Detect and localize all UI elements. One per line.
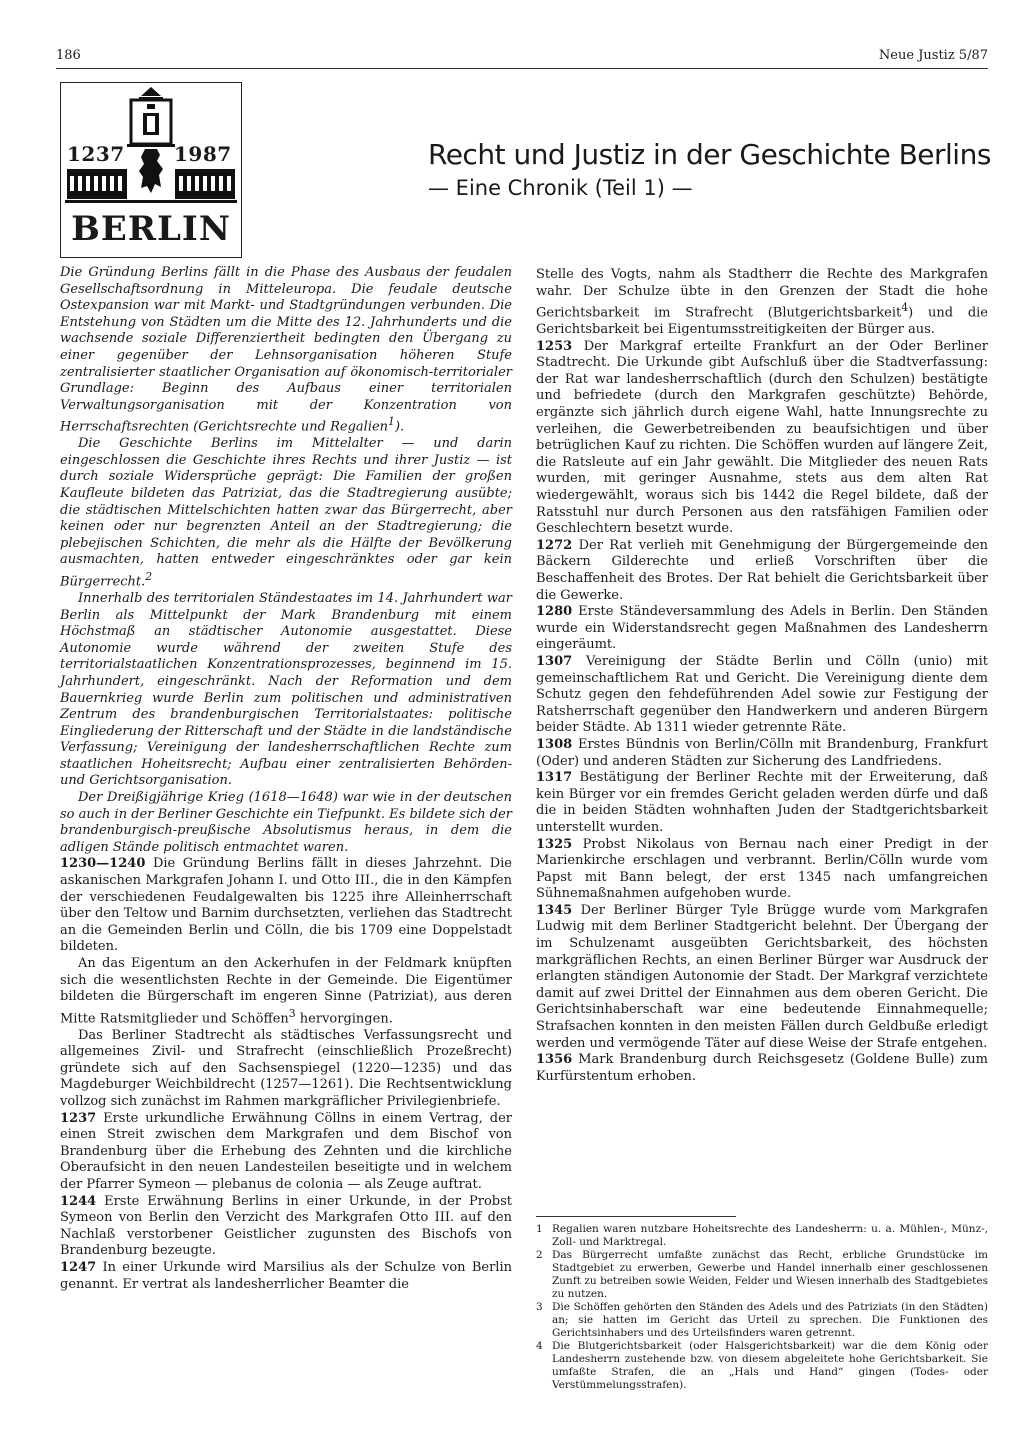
journal-issue: Neue Justiz 5/87 (878, 48, 988, 63)
entry-date: 1253 (536, 338, 573, 354)
chronicle-paragraph: Stelle des Vogts, nahm als Stadtherr die Rechte des Markgrafen wahr. Der Schulze übte in den Grenzen der Stadt die hohe Gerichtsbarkeit im Strafrecht (Blutgerichtsbarkeit$^4$) und die Gerichtsbarkeit bei Eigentumsstreitigkeiten der Bürger aus. (536, 267, 988, 338)
chronicle-entry: 1230—1240 Die Gründung Berlins fällt in dieses Jahrzehnt. Die askanischen Markgrafen Johann I. und Otto III., die in den Kämpfen der verschiedenen Feudalgewalten bis 1225 ihre Alleinherrschaft über den Teltow und Barnim durchsetzten, verliehen das Stadtrecht an die Gemeinden Berlin und Cölln, die bis 1709 eine Doppelstadt bildeten. (60, 856, 512, 955)
logo-year-start: 1237 (67, 142, 125, 166)
chronicle-entry: 1345 Der Berliner Bürger Tyle Brügge wurde vom Markgrafen Ludwig mit dem Berliner Stadtgericht belehnt. Der Übergang der im Schulzenamt ausgeübten Gerichtsbarkeit, des höchsten markgräflichen Rechts, an einen Berliner Bürger war Ausdruck der erlangten ständigen Autonomie der Stadt. Der Markgraf verzichtete damit auf zwei Drittel der Einnahmen aus dem oberen Gericht. Die Gerichtsinhaberschaft war eine bedeutende Einnahmequelle; Strafsachen konnten in den meisten Fällen durch Geldbuße erledigt werden und vermögende Täter auf diese Weise der Strafe entgehen. (536, 902, 988, 1051)
entry-date: 1237 (60, 1110, 97, 1126)
footnote: 2 Das Bürgerrecht umfaßte zunächst das Recht, erbliche Grundstücke im Stadtgebiet zu erwerben, Gewerbe und Handel innerhalb einer geschlossenen Zunft zu betreiben sowie Weiden, Felder und Wiesen innerhalb des Stadtgebietes zu nutzen. (536, 1249, 988, 1300)
footnote: 3 Die Schöffen gehörten den Ständen des Adels und des Patriziats (in den Städten) an; sie hatten im Gericht das Urteil zu sprechen. Die Funktionen des Gerichtsinhabers und des Urteilsfinders waren getrennt. (536, 1301, 988, 1339)
entry-date: 1307 (536, 653, 573, 669)
chronicle-entry: 1280 Erste Ständeversammlung des Adels in Berlin. Den Ständen wurde ein Widerstandsrecht gegen Maßnahmen des Landesherrn eingeräumt. (536, 604, 988, 653)
intro-paragraph: Die Geschichte Berlins im Mittelalter — und darin eingeschlossen die Geschichte ihres Rechts und ihrer Justiz — ist durch soziale Widersprüche geprägt: Die Familien der großen Kaufleute bildeten das Patriziat, das die Stadtregierung ausübte; die städtischen Mittelschichten hatten zwar das Bürgerrecht, aber keinen oder nur begrenzten Anteil an der Stadtregierung; die plebejischen Schichten, die mehr als die Hälfte der Bevölkerung ausmachten, hatten entweder eingeschränktes oder gar kein Bürgerrecht.$^2$ (60, 436, 512, 590)
page-header (56, 48, 988, 69)
right-column (536, 267, 988, 1085)
entry-date: 1317 (536, 770, 573, 786)
chronicle-entry: 1237 Erste urkundliche Erwähnung Cöllns in einem Vertrag, der einen Streit zwischen dem Markgrafen und dem Bischof von Brandenburg über die Erhebung des Zehnten und die kirchliche Oberaufsicht in den neuen Landesteilen beseitigte und in welchem der Pfarrer Symeon — plebanus de colonia — als Zeuge auftrat. (60, 1110, 512, 1193)
chronicle-entry: 1272 Der Rat verlieh mit Genehmigung der Bürgergemeinde den Bäckern Gilderechte und erließ Vorschriften über die Beschaffenheit des Brotes. Der Rat behielt die Gerichtsbarkeit über die Gewerke. (536, 537, 988, 603)
footnote-rule (536, 1216, 736, 1217)
entry-date: 1356 (536, 1052, 573, 1068)
article-title: Recht und Justiz in der Geschichte Berlins (428, 138, 991, 171)
entry-date: 1244 (60, 1193, 97, 1209)
chronicle-entry: 1247 In einer Urkunde wird Marsilius als der Schulze von Berlin genannt. Er vertrat als landesherrlicher Beamter die (60, 1260, 512, 1292)
chronicle-entry: 1325 Probst Nikolaus von Bernau nach einer Predigt in der Marienkirche erschlagen und verbrannt. Berlin/Cölln wurde vom Papst mit Bann belegt, der erst 1345 nach umfangreichen Sühnemaßnahmen aufgehoben wurde. (536, 836, 988, 902)
entry-date: 1272 (536, 537, 573, 553)
entry-date: 1325 (536, 836, 573, 852)
logo-wordmark: BERLIN (71, 209, 231, 249)
entry-date: 1308 (536, 736, 573, 752)
intro-paragraph: Die Gründung Berlins fällt in die Phase des Ausbaus der feudalen Gesellschaftsordnung in Mitteleuropa. Die feudale deutsche Ostexpansion war mit Markt- und Stadtgründungen verbunden. Die Entstehung von Städten um die Mitte des 12. Jahrhunderts und die wachsende soziale Differenziertheit bedingten den Übergang zu einer gegenüber der Lehnsorganisation höheren Stufe zentralisierter staatlicher Organisation auf ökonomisch-territorialer Grundlage: Beginn des Aufbaus einer territorialen Verwaltungsorganisation mit der Konzentration von Herrschaftsrechten (Gerichtsrechte und Regalien$^1$). (60, 265, 512, 435)
footnote: 1 Regalien waren nutzbare Hoheitsrechte des Landesherrn: u. a. Mühlen-, Münz-, Zoll- und Marktregal. (536, 1223, 988, 1248)
chronicle-entry: 1244 Erste Erwähnung Berlins in einer Urkunde, in der Probst Symeon von Berlin den Verzicht des Markgrafen Otto III. auf den Nachlaß verstorbener Geistlicher zugunsten des Bischofs von Brandenburg bezeugte. (60, 1193, 512, 1259)
chronicle-entry: 1317 Bestätigung der Berliner Rechte mit der Erweiterung, daß kein Bürger vor ein fremdes Gericht geladen werden dürfe und daß die in beiden Städten wohnhaften Juden der Stadtgerichtsbarkeit unterstellt wurden. (536, 770, 988, 835)
chronicle-paragraph: Das Berliner Stadtrecht als städtisches Verfassungsrecht und allgemeines Zivil- und Strafrecht (einschließlich Prozeßrecht) gründete sich auf den Sachsenspiegel (1220—1235) und das Magdeburger Weichbildrecht (1257—1261). Die Rechtsentwicklung vollzog sich zunächst im Rahmen markgräflicher Privilegienbriefe. (60, 1027, 512, 1110)
berlin-anniversary-logo (60, 82, 242, 258)
logo-year-end: 1987 (174, 142, 232, 166)
intro-paragraph: Der Dreißigjährige Krieg (1618—1648) war wie in der deutschen so auch in der Berliner Geschichte ein Tiefpunkt. Es bildete sich der brandenburgisch-preußische Absolutismus heraus, in dem die adligen Stände politisch entmachtet waren. (60, 790, 512, 855)
chronicle-entry: 1356 Mark Brandenburg durch Reichsgesetz (Goldene Bulle) zum Kurfürstentum erhoben. (536, 1052, 988, 1084)
entry-date: 1345 (536, 902, 573, 918)
chronicle-entry: 1307 Vereinigung der Städte Berlin und Cölln (unio) mit gemeinschaftlichem Rat und Gericht. Die Vereinigung diente dem Schutz gegen den fehdeführenden Adel sowie zur Festigung der Ratsherrschaft gegenüber den Handwerkern und anderen Bürgern beider Städte. Ab 1311 wieder getrennte Räte. (536, 653, 988, 736)
footnotes (536, 1216, 988, 1392)
footnote: 4 Die Blutgerichtsbarkeit (oder Halsgerichtsbarkeit) war die dem König oder Landesherrn zustehende bzw. von diesem abgeleitete hohe Gerichtsbarkeit. Sie umfaßte Strafen, die an „Hals und Hand“ gingen (Todes- oder Verstümmelungsstrafen). (536, 1340, 988, 1391)
intro-paragraph: Innerhalb des territorialen Ständestaates im 14. Jahrhundert war Berlin als Mittelpunkt der Mark Brandenburg mit einem Höchstmaß an städtischer Autonomie ausgestattet. Diese Autonomie wurde während der zweiten Stufe des territorialstaatlichen Konzentrationsprozesses, beginnend im 15. Jahrhundert, eingeschränkt. Nach der Reformation und dem Bauernkrieg wurde Berlin zum politischen und administrativen Zentrum des brandenburgischen Territorialstaates: politische Eingliederung der Ritterschaft und der Städte in die landständische Verfassung; Vereinigung der landesherrschaftlichen Rechte zum staatlichen Hoheitsrecht; Aufbau einer zentralisierten Behörden- und Gerichtsorganisation. (60, 590, 512, 789)
left-column (60, 265, 512, 1293)
chronicle-entry: 1308 Erstes Bündnis von Berlin/Cölln mit Brandenburg, Frankfurt (Oder) und anderen Städten zur Sicherung des Landfriedens. (536, 736, 988, 769)
entry-date: 1230—1240 (60, 856, 146, 872)
page-number: 186 (56, 48, 81, 63)
chronicle-paragraph: An das Eigentum an den Ackerhufen in der Feldmark knüpften sich die wesentlichsten Rechte in der Gemeinde. Die Eigentümer bildeten die Bürgerschaft im engeren Sinne (Patriziat), aus deren Mitte Ratsmitglieder und Schöffen$^3$ hervorgingen. (60, 956, 512, 1027)
article-subtitle: — Eine Chronik (Teil 1) — (428, 176, 693, 200)
chronicle-entry: 1253 Der Markgraf erteilte Frankfurt an der Oder Berliner Stadtrecht. Die Urkunde gibt Aufschluß über die Stadtverfassung: der Rat war landesherrschaftlich (durch den Schulzen) bestätigte und befriedete (durch den Markgrafen geschützte) Behörde, ergänzte sich jährlich durch eigene Wahl, hatte Innungsrechte zu verleihen, die Gewerbetreibenden zu beaufsichtigen und über betrüglichen Kauf zu richten. Die Schöffen wurden auf längere Zeit, die Ratsleute auf ein Jahr gewählt. Die Mitglieder des neuen Rats wurden, mit geringer Ausnahme, stets aus dem alten Rat wiedergewählt, woraus sich bis 1442 die Regel bildete, daß der Ratsstuhl nur durch Personen aus den ratsfähigen Familien oder Geschlechtern besetzt wurde. (536, 338, 988, 537)
entry-date: 1247 (60, 1260, 97, 1276)
entry-date: 1280 (536, 604, 573, 620)
